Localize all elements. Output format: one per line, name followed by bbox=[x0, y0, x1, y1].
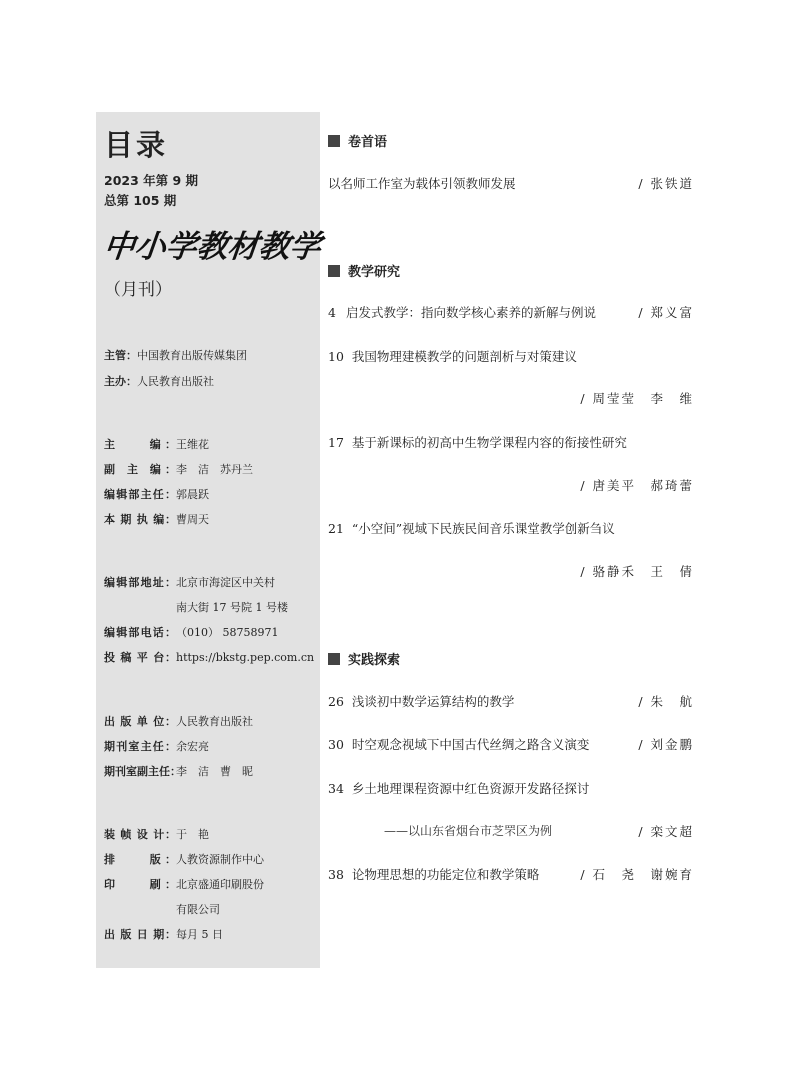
journal-logo: 中小学教材教学 bbox=[101, 229, 323, 265]
toc-author: / 栾文超 bbox=[638, 824, 694, 839]
info-row-office-director: 编辑部主任：郭晨跃 bbox=[104, 488, 209, 501]
toc-entry[interactable]: 26 浅谈初中数学运算结构的教学 bbox=[328, 694, 515, 709]
info-row-address: 编辑部地址：北京市海淀区中关村 bbox=[104, 576, 275, 589]
toc-author: / 刘金鹏 bbox=[638, 737, 694, 752]
toc-entry[interactable]: 34 乡土地理课程资源中红色资源开发路径探讨 bbox=[328, 781, 590, 796]
info-row-printing: 印 刷：北京盛通印刷股份 bbox=[104, 878, 264, 891]
toc-author: / 周莹莹 李 维 bbox=[580, 391, 694, 406]
toc-entry[interactable]: 以名师工作室为载体引领教师发展 bbox=[328, 176, 516, 191]
toc-entry[interactable]: 38 论物理思想的功能定位和教学策略 bbox=[328, 867, 540, 882]
info-row-editor-in-chief: 主 编：王维花 bbox=[104, 438, 209, 451]
info-row-supervisor: 主管：中国教育出版传媒集团 bbox=[104, 349, 247, 362]
toc-entry[interactable]: 21 “小空间”视域下民族民间音乐课堂教学创新刍议 bbox=[328, 521, 615, 536]
toc-title: 目录 bbox=[104, 128, 169, 162]
total-issue-number: 总第 105 期 bbox=[104, 193, 177, 208]
info-row-sponsor: 主办：人民教育出版社 bbox=[104, 375, 214, 388]
info-row-publish-date: 出 版 日 期：每月 5 日 bbox=[104, 928, 223, 941]
toc-author: / 张铁道 bbox=[638, 176, 694, 191]
info-row-phone: 编辑部电话：（010） 58758971 bbox=[104, 626, 279, 639]
info-row-periodical-director: 期刊室主任：余宏亮 bbox=[104, 740, 209, 753]
info-row-publisher: 出 版 单 位：人民教育出版社 bbox=[104, 715, 253, 728]
info-row-submission: 投 稿 平 台：https://bkstg.pep.com.cn bbox=[104, 651, 315, 664]
info-row-typesetting: 排 版：人教资源制作中心 bbox=[104, 853, 264, 866]
toc-author: / 骆静禾 王 倩 bbox=[580, 564, 694, 579]
info-row-printing-cont: 有限公司 bbox=[176, 903, 220, 916]
toc-author: / 唐美平 郝琦蕾 bbox=[580, 478, 694, 493]
toc-author: / 郑义富 bbox=[638, 305, 694, 320]
info-row-periodical-deputy: 期刊室副主任：李 洁 曹 昵 bbox=[104, 765, 253, 778]
square-bullet-icon bbox=[328, 653, 340, 665]
toc-author: / 朱 航 bbox=[638, 694, 694, 709]
issue-number: 2023 年第 9 期 bbox=[104, 173, 199, 188]
info-row-design: 装 帧 设 计：于 艳 bbox=[104, 828, 209, 841]
toc-entry[interactable]: 4 启发式教学：指向数学核心素养的新解与例说 bbox=[328, 305, 597, 320]
toc-entry[interactable]: 17 基于新课标的初高中生物学课程内容的衔接性研究 bbox=[328, 435, 627, 450]
square-bullet-icon bbox=[328, 265, 340, 277]
toc-author: / 石 尧 谢婉育 bbox=[580, 867, 694, 882]
info-row-issue-editor: 本 期 执 编：曹周天 bbox=[104, 513, 209, 526]
section-header-teaching-research: 教学研究 bbox=[328, 261, 400, 280]
info-row-deputy-editor: 副 主 编：李 洁 苏丹兰 bbox=[104, 463, 253, 476]
toc-entry[interactable]: 30 时空观念视域下中国古代丝绸之路含义演变 bbox=[328, 737, 590, 752]
square-bullet-icon bbox=[328, 135, 340, 147]
toc-subtitle: ——以山东省烟台市芝罘区为例 bbox=[384, 824, 553, 838]
info-row-address-cont: 南大街 17 号院 1 号楼 bbox=[176, 601, 288, 614]
section-header-preface: 卷首语 bbox=[328, 131, 387, 150]
toc-entry[interactable]: 10 我国物理建模教学的问题剖析与对策建议 bbox=[328, 349, 577, 364]
section-header-practice: 实践探索 bbox=[328, 649, 400, 668]
publication-frequency: （月刊） bbox=[104, 280, 172, 300]
